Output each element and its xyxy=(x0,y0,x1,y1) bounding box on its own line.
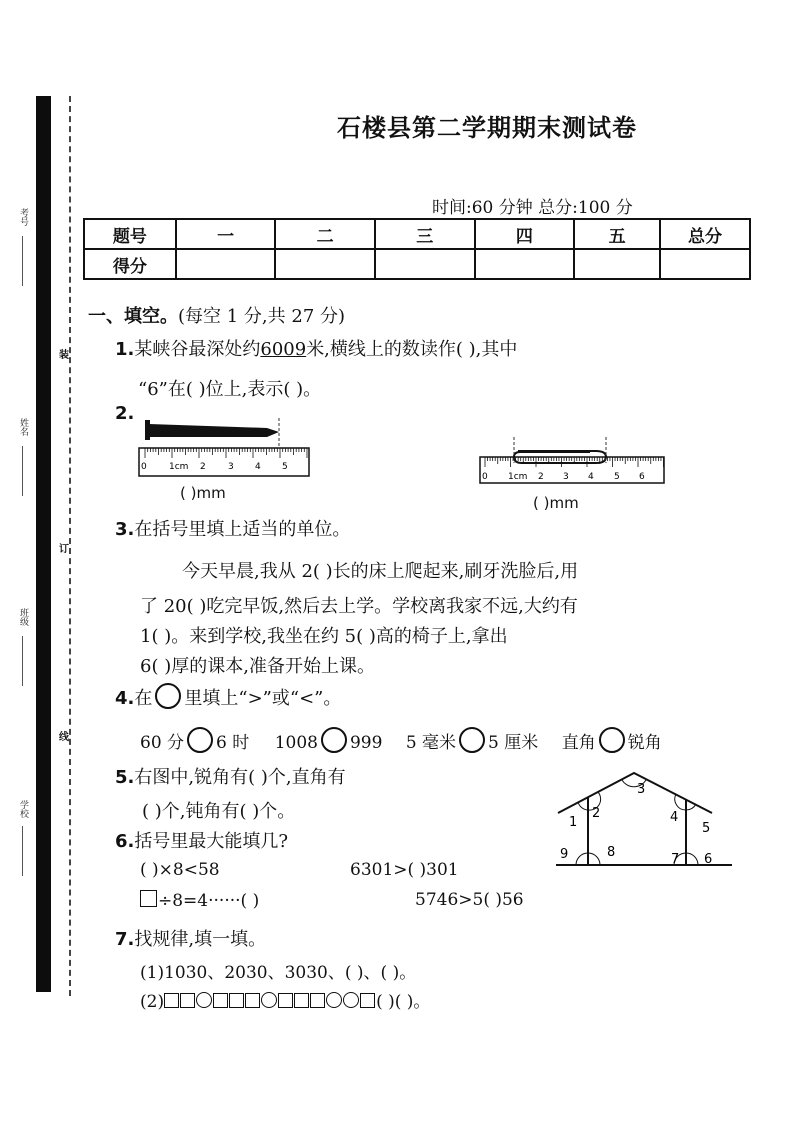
compare-left: 5 毫米 xyxy=(405,733,457,753)
circle-shape xyxy=(343,992,359,1008)
score-table xyxy=(83,218,751,280)
ruler-label: 1cm xyxy=(169,462,189,472)
page-title: 石楼县第二学期期末测试卷 xyxy=(337,114,637,142)
circle-shape xyxy=(261,992,277,1008)
square-shape xyxy=(310,993,325,1008)
ruler-with-paperclip xyxy=(478,435,668,487)
square-shape xyxy=(213,993,228,1008)
question-3-line-2: 了 20( )吃完早饭,然后去上学。学校离我家不远,大约有 xyxy=(140,596,578,617)
compare-circle[interactable] xyxy=(459,727,485,753)
underlined-number: 6009 xyxy=(260,339,307,360)
question-text: ÷8=4······( ) xyxy=(158,891,260,911)
question-3-line-1: 今天早晨,我从 2( )长的床上爬起来,刷牙洗脸后,用 xyxy=(182,561,579,582)
question-number: 5. xyxy=(115,767,135,788)
angle-label: 7 xyxy=(671,852,680,867)
time-info: 时间:60 分钟 总分:100 分 xyxy=(432,198,633,218)
square-shape xyxy=(245,993,260,1008)
question-6-d: 5746>5( )56 xyxy=(415,890,524,910)
compare-right: 999 xyxy=(349,733,383,753)
score-table-header-row xyxy=(84,219,750,249)
score-input-cell[interactable] xyxy=(475,249,575,279)
score-input-cell[interactable] xyxy=(275,249,375,279)
binding-strip xyxy=(36,96,51,992)
question-number: 1. xyxy=(115,339,135,360)
section-heading: 一、填空。 xyxy=(88,306,178,327)
name-line xyxy=(22,446,23,496)
question-number: 6. xyxy=(115,831,135,852)
question-5-line-1 xyxy=(115,763,346,789)
square-shape xyxy=(164,993,179,1008)
question-6-b: 6301>( )301 xyxy=(350,860,459,880)
ruler-label: 3 xyxy=(563,472,569,482)
question-text: 右图中,锐角有( )个,直角有 xyxy=(134,767,346,788)
score-input-cell[interactable] xyxy=(574,249,660,279)
question-3-line-4: 6( )厚的课本,准备开始上课。 xyxy=(140,656,375,677)
compare-right: 6 时 xyxy=(216,733,250,753)
section-note: (每空 1 分,共 27 分) xyxy=(178,306,346,327)
question-4-title xyxy=(115,683,341,710)
question-6-a: ( )×8<58 xyxy=(140,860,220,880)
question-number: 7. xyxy=(115,929,135,950)
square-shape xyxy=(180,993,195,1008)
cut-mark-xian: 线 xyxy=(59,732,69,743)
cut-mark-zhuang: 装 xyxy=(59,350,69,361)
question-4-items xyxy=(140,727,662,753)
table-cell: 二 xyxy=(275,219,375,249)
compare-circle[interactable] xyxy=(599,727,625,753)
circle-shape xyxy=(326,992,342,1008)
angle-label: 8 xyxy=(607,845,616,860)
answer-blank-1[interactable]: ( )mm xyxy=(180,484,226,502)
question-7-line-2 xyxy=(140,987,430,1012)
square-icon xyxy=(140,890,157,907)
name-label: 姓名 xyxy=(18,418,28,436)
exam-number-label: 考号 xyxy=(18,208,28,226)
question-7-title xyxy=(115,925,266,951)
table-cell: 得分 xyxy=(84,249,176,279)
table-cell: 题号 xyxy=(84,219,176,249)
question-text: 米,横线上的数读作( ),其中 xyxy=(306,339,518,360)
angle-label: 9 xyxy=(560,847,569,862)
question-text: 里填上“>”或“<”。 xyxy=(184,688,342,709)
circle-shape xyxy=(196,992,212,1008)
score-input-cell[interactable] xyxy=(375,249,475,279)
score-input-cell[interactable] xyxy=(176,249,276,279)
question-text: 找规律,填一填。 xyxy=(134,929,267,950)
ruler-label: 0 xyxy=(482,472,488,482)
class-label: 班级 xyxy=(18,608,28,626)
ruler-label: 1cm xyxy=(508,472,528,482)
compare-right: 5 厘米 xyxy=(488,733,539,753)
compare-right: 锐角 xyxy=(627,733,662,753)
question-text: 某峡谷最深处约 xyxy=(134,339,261,360)
angle-figure xyxy=(552,765,737,873)
angle-label: 4 xyxy=(670,810,679,825)
table-cell: 一 xyxy=(176,219,276,249)
ruler-label: 5 xyxy=(282,462,288,472)
exam-number-line xyxy=(22,236,23,286)
square-shape xyxy=(278,993,293,1008)
ruler-label: 2 xyxy=(538,472,544,482)
school-line xyxy=(22,826,23,876)
ruler-label: 4 xyxy=(588,472,594,482)
question-number: 3. xyxy=(115,519,135,540)
fold-line xyxy=(69,96,71,996)
angle-arc xyxy=(578,802,588,810)
ruler-with-nail xyxy=(137,408,317,480)
table-cell: 五 xyxy=(574,219,660,249)
ruler-label: 6 xyxy=(639,472,645,482)
ruler-label: 3 xyxy=(228,462,234,472)
table-cell: 四 xyxy=(475,219,575,249)
cut-mark-ding: 订 xyxy=(59,544,69,555)
question-7-line-1: (1)1030、2030、3030、( )、( )。 xyxy=(140,963,417,983)
square-shape xyxy=(294,993,309,1008)
question-number: 2. xyxy=(115,403,135,424)
angle-label: 5 xyxy=(702,821,711,836)
question-text: 括号里最大能填几? xyxy=(134,831,289,852)
circle-icon xyxy=(155,683,181,709)
ruler-label: 4 xyxy=(255,462,261,472)
question-text: ( )( )。 xyxy=(376,992,431,1012)
table-cell: 三 xyxy=(375,219,475,249)
compare-circle[interactable] xyxy=(321,727,347,753)
question-3-title xyxy=(115,515,350,541)
class-line xyxy=(22,636,23,686)
section-title xyxy=(88,302,345,328)
score-table-score-row xyxy=(84,249,750,279)
question-1-line-1 xyxy=(115,335,517,361)
angle-label: 6 xyxy=(704,852,713,867)
question-1-line-2: “6”在( )位上,表示( )。 xyxy=(138,379,322,400)
question-3-line-3: 1( )。来到学校,我坐在约 5( )高的椅子上,拿出 xyxy=(140,626,508,647)
square-shape xyxy=(229,993,244,1008)
shape-pattern xyxy=(164,992,376,1012)
question-6-title xyxy=(115,827,288,853)
question-text: 在 xyxy=(134,688,153,709)
question-5-line-2: ( )个,钝角有( )个。 xyxy=(142,801,296,822)
question-text: (2) xyxy=(140,992,165,1012)
compare-circle[interactable] xyxy=(187,727,213,753)
angle-label: 3 xyxy=(637,782,646,797)
answer-blank-2[interactable]: ( )mm xyxy=(533,494,579,512)
table-cell: 总分 xyxy=(660,219,750,249)
angle-label: 1 xyxy=(569,815,578,830)
question-2-number xyxy=(115,403,134,424)
school-label: 学校 xyxy=(18,800,28,818)
ruler-ticks xyxy=(145,448,307,458)
compare-left: 直角 xyxy=(561,733,596,753)
ruler-ticks xyxy=(485,457,664,467)
ruler-label: 2 xyxy=(200,462,206,472)
square-shape xyxy=(360,993,375,1008)
compare-left: 1008 xyxy=(274,733,318,753)
question-6-c xyxy=(140,890,259,911)
ruler-label: 0 xyxy=(141,462,147,472)
question-text: 在括号里填上适当的单位。 xyxy=(134,519,351,540)
question-number: 4. xyxy=(115,688,135,709)
angle-label: 2 xyxy=(592,806,601,821)
ruler-label: 5 xyxy=(614,472,620,482)
nail-body xyxy=(149,424,279,437)
compare-left: 60 分 xyxy=(140,733,185,753)
score-input-cell[interactable] xyxy=(660,249,750,279)
